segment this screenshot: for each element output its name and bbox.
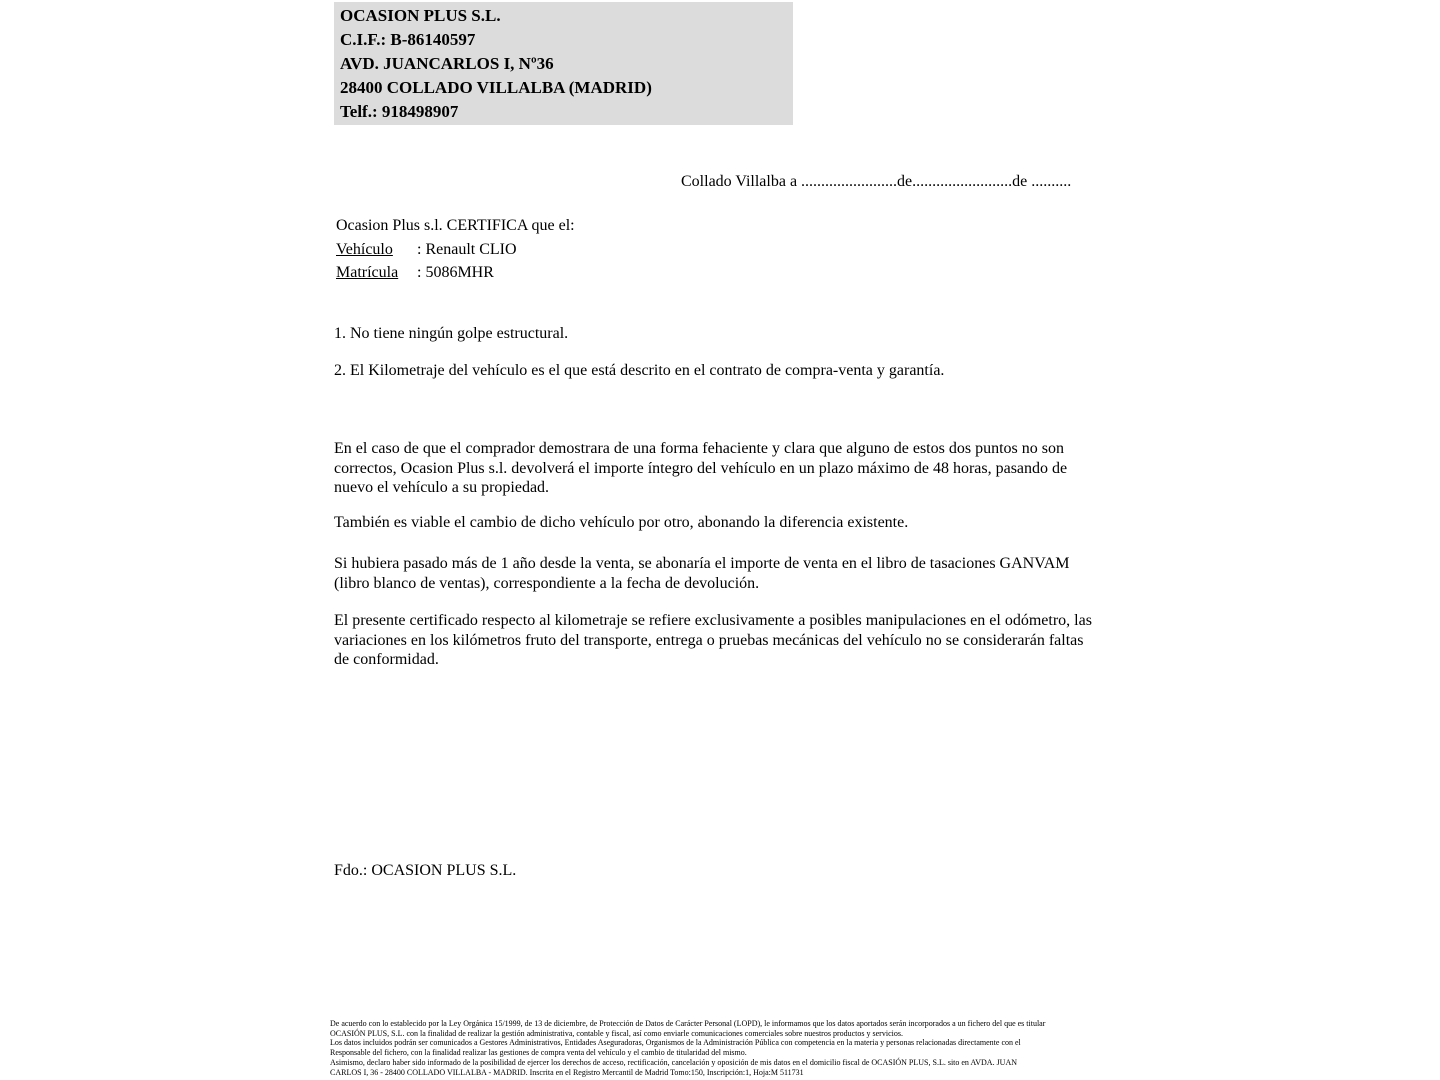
plate-row xyxy=(336,261,575,285)
letterhead-box xyxy=(334,2,793,125)
legal-line: Asimismo, declaro haber sido informado de la posibilidad de ejercer los derechos de acceso, rectificación, cancelación y oposición de mis datos en el domicilio fiscal de OCASIÓN PLUS, S.L. sito en AVDA. JUAN xyxy=(330,1057,1018,1067)
company-city: 28400 COLLADO VILLALBA (MADRID) xyxy=(340,78,652,97)
legal-line: De acuerdo con lo establecido por la Ley Orgánica 15/1999, de 13 de diciembre, de Protección de Datos de Carácter Personal (LOPD), le informamos que los datos aportados serán incorporados a un fichero del que es titular xyxy=(330,1019,1046,1028)
paragraph-ganvam: Si hubiera pasado más de 1 año desde la venta, se abonaría el importe de venta en el libro de tasaciones GANVAM (libro blanco de ventas), correspondiente a la fecha de devolución. xyxy=(334,555,1070,592)
signature-line: Fdo.: OCASION PLUS S.L. xyxy=(334,862,517,879)
vehicle-row xyxy=(336,238,575,262)
company-name: OCASION PLUS S.L. xyxy=(340,6,501,25)
legal-line: OCASIÓN PLUS, S.L. con la finalidad de realizar la gestión administrativa, contable y fiscal, así como enviarle comunicaciones comerciales sobre nuestros productos y servicios. xyxy=(330,1028,903,1038)
company-phone: Telf.: 918498907 xyxy=(340,102,459,121)
plate-value: : 5086MHR xyxy=(417,264,494,282)
paragraph-refund: En el caso de que el comprador demostrara de una forma fehaciente y clara que alguno de estos dos puntos no son correctos, Ocasion Plus s.l. devolverá el importe íntegro del vehículo en un plazo máximo de 48 horas, pasando de nuevo el vehículo a su propiedad. xyxy=(334,440,1068,497)
company-address: AVD. JUANCARLOS I, Nº36 xyxy=(340,54,554,73)
certify-intro: Ocasion Plus s.l. CERTIFICA que el: xyxy=(336,217,575,234)
legal-line: Responsable del fichero, con la finalidad realizar las gestiones de compra venta del vehículo y el cambio de titularidad del mismo. xyxy=(330,1048,747,1058)
paragraph-exchange: También es viable el cambio de dicho vehículo por otro, abonando la diferencia existente. xyxy=(334,514,909,531)
vehicle-label: Vehículo xyxy=(336,240,393,258)
point-1: 1. No tiene ningún golpe estructural. xyxy=(334,325,569,342)
point-2: 2. El Kilometraje del vehículo es el que está descrito en el contrato de compra-venta y garantía. xyxy=(334,362,945,379)
paragraph-odometer: El presente certificado respecto al kilometraje se refiere exclusivamente a posibles manipulaciones en el odómetro, las variaciones en los kilómetros fruto del transporte, entrega o pruebas mecánicas del vehículo no se considerarán faltas de conformidad. xyxy=(334,612,1092,669)
certification-block xyxy=(336,214,575,285)
vehicle-value: : Renault CLIO xyxy=(417,240,517,258)
legal-footer xyxy=(330,1019,1120,1077)
legal-line: Los datos incluidos podrán ser comunicados a Gestores Administrativos, Entidades Aseguradoras, Organismos de la Administración Pública con competencia en la materia y personas relacionadas directamente con el xyxy=(330,1038,1021,1048)
plate-label: Matrícula xyxy=(336,264,399,282)
company-cif: C.I.F.: B-86140597 xyxy=(340,30,476,49)
legal-line: CARLOS I, 36 - 28400 COLLADO VILLALBA - MADRID. Inscrita en el Registro Mercantil de Madrid Tomo:150, Inscripción:1, Hoja:M 511731 xyxy=(330,1067,804,1077)
date-line: Collado Villalba a ........................de.........................de .......... xyxy=(681,173,1072,190)
